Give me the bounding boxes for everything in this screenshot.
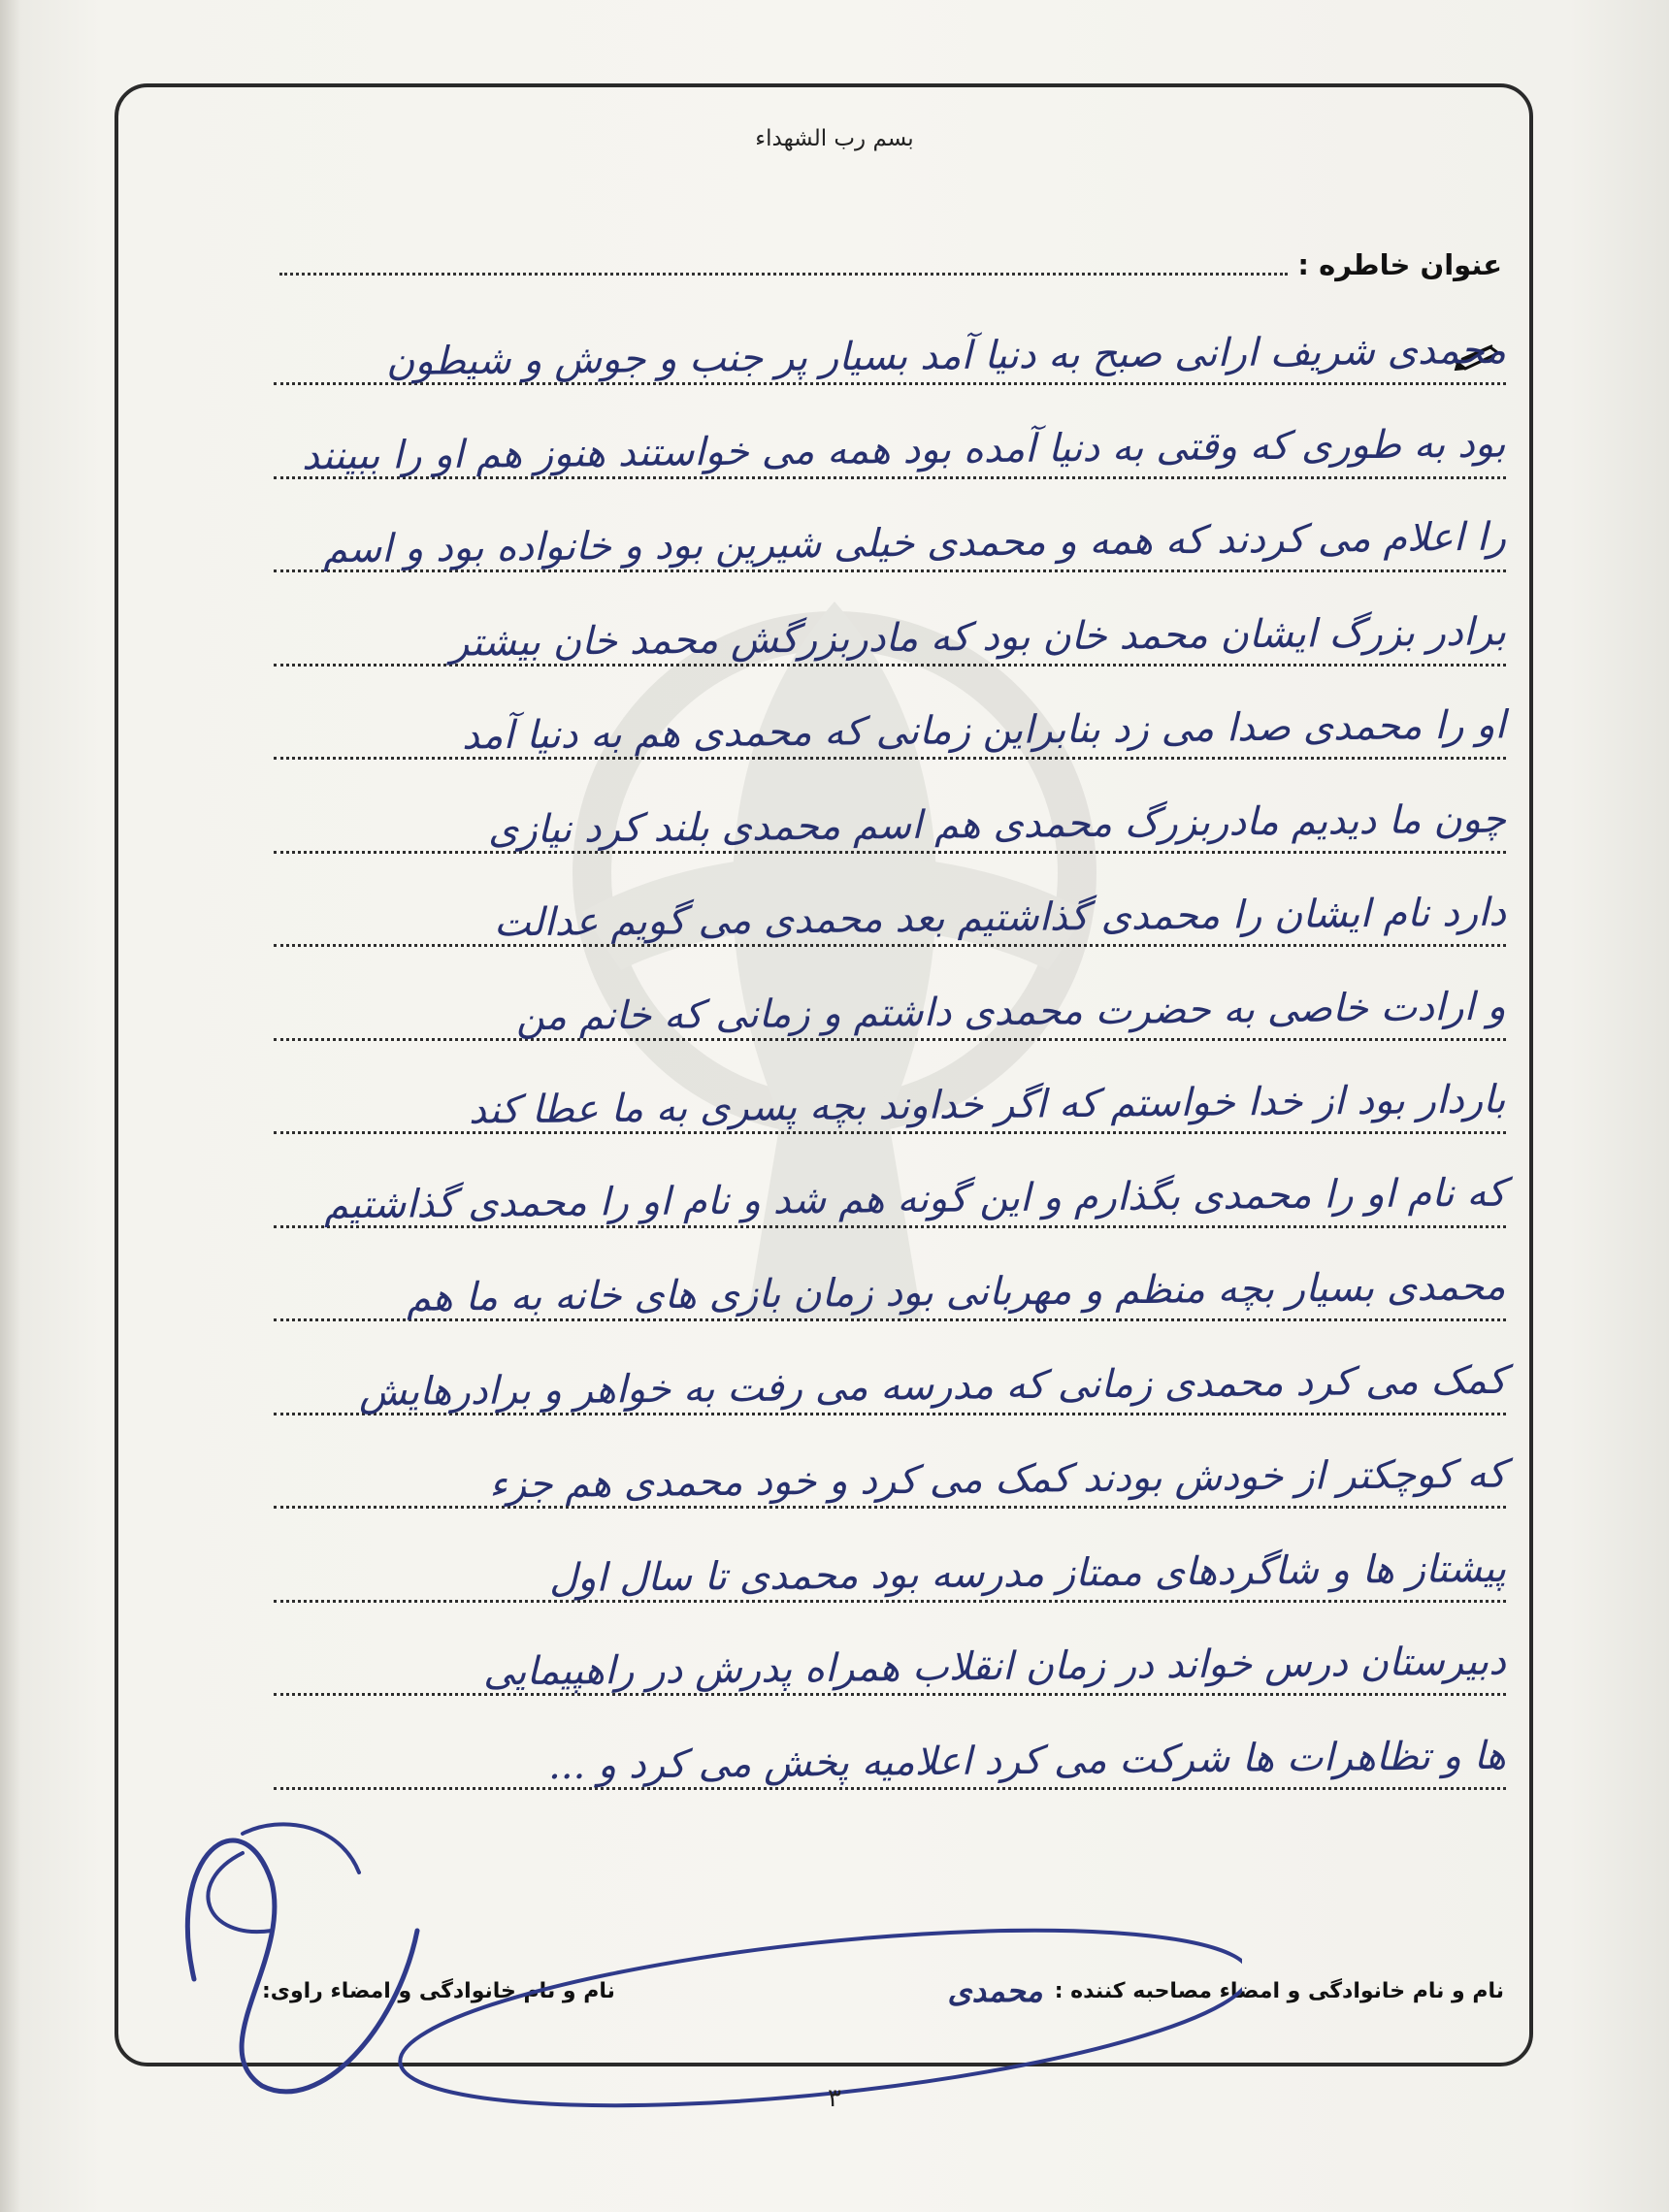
interviewer-signature: محمدی xyxy=(947,1972,1043,2009)
memoir-line[interactable] xyxy=(274,1547,1506,1603)
memoir-title-field[interactable] xyxy=(279,272,1288,276)
memoir-line-text: برادر بزرگ ایشان محمد خان بود که مادربزرگش محمد خان بیشتر xyxy=(449,608,1507,666)
memoir-line[interactable] xyxy=(274,327,1507,385)
interviewer-label: نام و نام خانوادگی و امضاء مصاحبه کننده : xyxy=(1054,1978,1504,2003)
memoir-title-label: عنوان خاطره : xyxy=(1297,248,1502,281)
memoir-line-text: و ارادت خاصی به حضرت محمدی داشتم و زمانی که خانم من xyxy=(516,984,1507,1039)
memoir-line-text: محمدی بسیار بچه منظم و مهربانی بود زمان بازی های خانه به ما هم xyxy=(407,1264,1507,1320)
basmala-header: بسم رب الشهداء xyxy=(755,126,914,151)
memoir-line-text: دارد نام ایشان را محمدی گذاشتیم بعد محمدی می گویم عدالت xyxy=(493,890,1507,946)
memoir-line-text: بود به طوری که وقتی به دنیا آمده بود همه می خواستند هنوز هم او را ببینند xyxy=(302,421,1507,478)
memoir-line[interactable] xyxy=(274,1266,1506,1321)
narrator-signature-scribble xyxy=(126,1737,1242,2125)
memoir-line-text: که کوچکتر از خودش بودند کمک می کرد و خود محمدی هم جزء xyxy=(488,1451,1507,1508)
memoir-line[interactable] xyxy=(274,1357,1507,1415)
page-number: ۳ xyxy=(828,2084,841,2113)
memoir-line-text: را اعلام می کردند که همه و محمدی خیلی شیرین بود و خانواده بود و اسم xyxy=(322,514,1507,572)
memoir-line[interactable] xyxy=(274,798,1506,854)
memoir-line-text: که نام او را محمدی بگذارم و این گونه هم شد و نام او را محمدی گذاشتیم xyxy=(323,1170,1507,1227)
memoir-line[interactable] xyxy=(274,421,1507,479)
memoir-line[interactable] xyxy=(274,1641,1506,1696)
memoir-line[interactable] xyxy=(274,1079,1506,1134)
memoir-line[interactable] xyxy=(274,1453,1506,1509)
memoir-line[interactable] xyxy=(274,892,1506,947)
memoir-line-text: محمدی شریف ارانی صبح به دنیا آمد بسیار پر جنب و جوش و شیطون xyxy=(385,327,1507,385)
narrator-label: نام و نام خانوادگی و امضاء راوی: xyxy=(262,1978,615,2003)
memoir-title-row xyxy=(279,243,1502,281)
memoir-line-text: باردار بود از خدا خواستم که اگر خداوند بچه پسری به ما عطا کند xyxy=(469,1077,1507,1133)
memoir-line[interactable] xyxy=(274,608,1507,667)
memoir-line[interactable] xyxy=(274,986,1506,1041)
page-spine-shadow xyxy=(0,0,21,2212)
memoir-line-text: دبیرستان درس خواند در زمان انقلاب همراه پدرش در راهپیمایی xyxy=(482,1639,1507,1695)
memoir-line-text: او را محمدی صدا می زد بنابراین زمانی که محمدی هم به دنیا آمد xyxy=(462,702,1507,759)
memoir-line-text: چون ما دیدیم مادربزرگ محمدی هم اسم محمدی بلند کرد نیازی xyxy=(487,797,1507,852)
memoir-line-text: کمک می کرد محمدی زمانی که مدرسه می رفت به خواهر و برادرهایش xyxy=(358,1357,1507,1415)
memoir-line-text: پیشتاز ها و شاگردهای ممتاز مدرسه بود محمدی تا سال اول xyxy=(548,1545,1507,1601)
memoir-line[interactable] xyxy=(274,704,1506,760)
memoir-line-text: ها و تظاهرات ها شرکت می کرد اعلامیه پخش می کرد و ... xyxy=(547,1733,1507,1788)
memoir-line[interactable] xyxy=(274,514,1507,572)
memoir-line[interactable] xyxy=(274,1170,1507,1228)
